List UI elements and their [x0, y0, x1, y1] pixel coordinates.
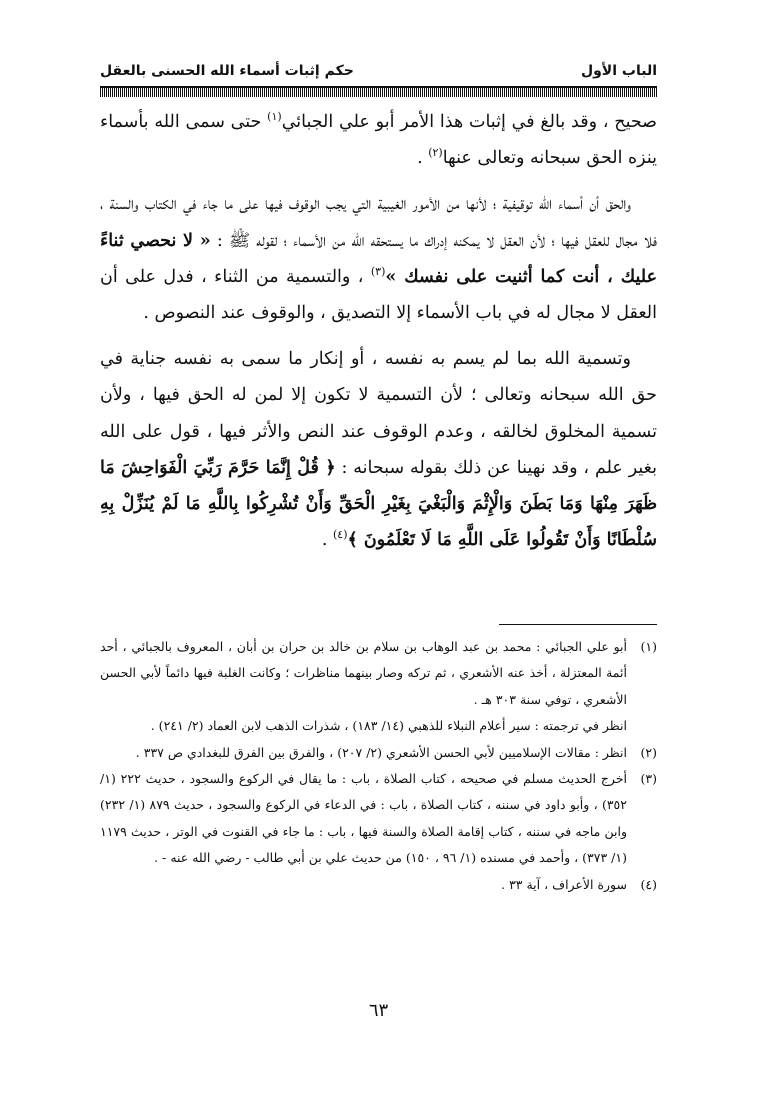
section-title: حكم إثبات أسماء الله الحسنى بالعقل: [100, 63, 354, 79]
footnote-1: [100, 634, 657, 740]
chapter-title: الباب الأول: [580, 63, 657, 79]
footnote-ref-1: (١): [267, 110, 282, 124]
paragraph-1: صحيح ، وقد بالغ في إثبات هذا الأمر أبو علي الجبائي$^{(١)}$ حتى سمى الله بأسماء ينزه الحق سبحانه وتعالى عنها$^{(٢)}$ .: [100, 110, 657, 169]
hadith-quote: « لا نحصي ثناءً عليك ، أنت كما أثنيت على نفسك »: [100, 230, 658, 287]
footnote-3: [100, 766, 657, 872]
footnote-separator: [499, 624, 657, 625]
running-header: [100, 58, 657, 84]
header-rule: [100, 86, 657, 97]
footnote-text: أبو علي الجبائي : محمد بن عبد الوهاب بن سلام بن خالد بن حران بن أبان ، المعروف بالجبائي ، أحد أئمة المعتزلة ، أخذ عنه الأشعري ، ثم تركه وصار بينهما مناظرات ؛ وكانت الغلبة فيها دائماً لأبي الحسن الأشعري ، توفي سنة ٣٠٣ هـ .: [100, 639, 627, 707]
footnote-text: أخرج الحديث مسلم في صحيحه ، كتاب الصلاة ، باب : ما يقال في الركوع والسجود ، حديث ٢٢٢ (١/ ٣٥٢) ، وأبو داود في سننه ، كتاب الصلاة ، باب : في الدعاء في الركوع والسجود ، حديث ٨٧٩ (١/ ٢٣٢) وابن ماجه في سننه ، كتاب إقامة الصلاة والسنة فيها ، باب : ما جاء في القنوت في الوتر ، حديث ١١٧٩ (١/ ٣٧٣) ، وأحمد في مسنده (١/ ٩٦ ، ١٥٠) من حديث علي بن أبي طالب - رضي الله عنه - .: [100, 771, 627, 866]
footnote-ref-4: (٤): [332, 528, 348, 542]
main-text: [100, 104, 657, 558]
footnote-text: انظر : مقالات الإسلاميين لأبي الحسن الأشعري (٢/ ٢٠٧) ، والفرق بين الفرق للبغدادي ص ٣٣٧ .: [135, 744, 627, 760]
footnote-2: [100, 740, 657, 766]
footnote-4: [100, 872, 657, 898]
footnote-number: (٢): [640, 744, 657, 760]
footnote-ref-3: (٣): [370, 264, 386, 278]
page-number: ٦٣: [368, 1000, 389, 1021]
quran-verse: ﴿ قُلْ إِنَّمَا حَرَّمَ رَبِّيَ الْفَوَاحِشَ مَا ظَهَرَ مِنْهَا وَمَا بَطَنَ وَالْإِثْمَ وَالْبَغْيَ بِغَيْرِ الْحَقِّ وَأَنْ تُشْرِكُوا بِاللَّهِ مَا لَمْ يُنَزِّلْ بِهِ سُلْطَانًا وَأَنْ تَقُولُوا عَلَى اللَّهِ مَا لَا تَعْلَمُونَ ﴾: [100, 457, 657, 551]
footnote-number: (١): [640, 639, 657, 654]
paragraph-2: والحق أن أسماء الله توقيفية ؛ لأنها من الأمور الغيبية التي يجب الوقوف فيها على ما جاء في الكتاب والسنة ، فلا مجال للعقل فيها ؛ لأن العقل لا يمكنه إدراك ما يستحقه الله من الأسماء ؛ لقوله ﷺ : « لا نحصي ثناءً عليك ، أنت كما أثنيت على نفسك »$^{(٣)}$ ، والتسمية من الثناء ، فدل على أن العقل لا مجال له في باب الأسماء إلا التصديق ، والوقوف عند النصوص .: [100, 194, 658, 324]
footnotes: [100, 634, 657, 898]
footnote-number: (٤): [640, 876, 657, 892]
paragraph-3: وتسمية الله بما لم يسم به نفسه ، أو إنكار ما سمى به نفسه جناية في حق الله سبحانه وتعالى ؛ لأن التسمية لا تكون إلا لمن له الحق فيها ، ولأن تسمية المخلوق لخالقه ، وعدم الوقوف عند النص والأثر فيها ، قول على الله بغير علم ، وقد نهينا عن ذلك بقوله سبحانه : ﴿ قُلْ إِنَّمَا حَرَّمَ رَبِّيَ الْفَوَاحِشَ مَا ظَهَرَ مِنْهَا وَمَا بَطَنَ وَالْإِثْمَ وَالْبَغْيَ بِغَيْرِ الْحَقِّ وَأَنْ تُشْرِكُوا بِاللَّهِ مَا لَمْ يُنَزِّلْ بِهِ سُلْطَانًا وَأَنْ تَقُولُوا عَلَى اللَّهِ مَا لَا تَعْلَمُونَ ﴾$^{(٤)}$ .: [100, 349, 657, 551]
footnote-text: سورة الأعراف ، آية ٣٣ .: [501, 876, 627, 892]
footnote-ref-2: (٢): [428, 146, 443, 160]
footnote-text: انظر في ترجمته : سير أعلام النبلاء للذهبي (١٤/ ١٨٣) ، شذرات الذهب لابن العماد (٢/ ٢٤١) .: [150, 718, 627, 734]
footnote-number: (٣): [640, 771, 657, 787]
